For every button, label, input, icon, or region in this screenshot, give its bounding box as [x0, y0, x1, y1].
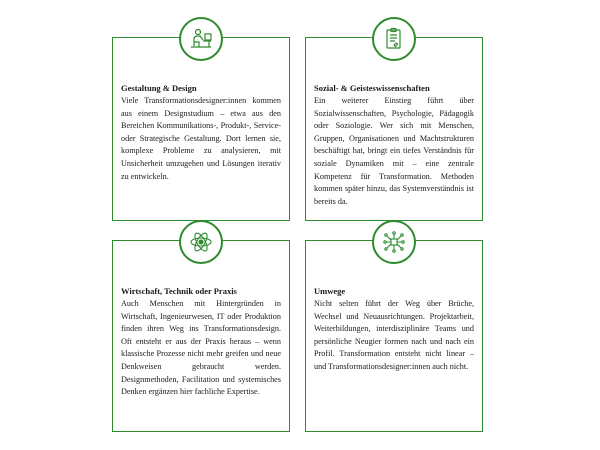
designer-at-desk-icon — [179, 17, 223, 61]
card-sozial-geisteswissenschaften — [305, 37, 483, 221]
card-text: Auch Menschen mit Hintergründen in Wirtschaft, Ingenieurwesen, IT oder Produktion finden ihren Weg ins Transformationsdesign. Oft entsteht er aus der Praxis heraus – wenn klassische Prozesse nicht mehr greifen und neue Denkweisen gebraucht werden. Designmethoden, Facilitation und systemisches Denken ergänzen hier fachliche Expertise. — [121, 299, 281, 397]
card-title: Sozial- & Geisteswissenschaften — [314, 83, 430, 93]
card-text: Nicht selten führt der Weg über Brüche, Wechsel und Neuausrichtungen. Projektarbeit, Weiterbildungen, interdisziplinäre Teams und persönliche Neugier formen nach und nach ein Profil. Transformation entsteht nicht linear – und Transformationsdesigner:innen auch nicht. — [314, 299, 474, 371]
circuit-pathways-icon — [372, 220, 416, 264]
card-umwege — [305, 240, 483, 432]
atom-science-icon — [179, 220, 223, 264]
card-gestaltung-design — [112, 37, 290, 221]
card-title: Umwege — [314, 286, 346, 296]
document-clipboard-icon — [372, 17, 416, 61]
card-title: Wirtschaft, Technik oder Praxis — [121, 286, 237, 296]
card-text: Ein weiterer Einstieg führt über Sozialwissenschaften, Psychologie, Pädagogik oder Soziologie. Wer sich mit Menschen, Gruppen, Organisationen und Machtstrukturen beschäftigt hat, bringt ein tiefes Verständnis für soziale Dynamiken mit – eine zentrale Kompetenz für Transformation. Methoden kommen später hinzu, das Systemverständnis ist bereits da. — [314, 96, 474, 206]
card-text: Viele Transformationsdesigner:innen kommen aus einem Designstudium – etwa aus den Bereichen Kommunikations-, Produkt-, Service- oder Strategische Gestaltung. Dort lernen sie, komplexe Probleme zu analysieren, mit Unsicherheit umzugehen und Lösungen iterativ zu entwickeln. — [121, 96, 281, 181]
card-wirtschaft-technik-praxis — [112, 240, 290, 432]
card-title: Gestaltung & Design — [121, 83, 197, 93]
